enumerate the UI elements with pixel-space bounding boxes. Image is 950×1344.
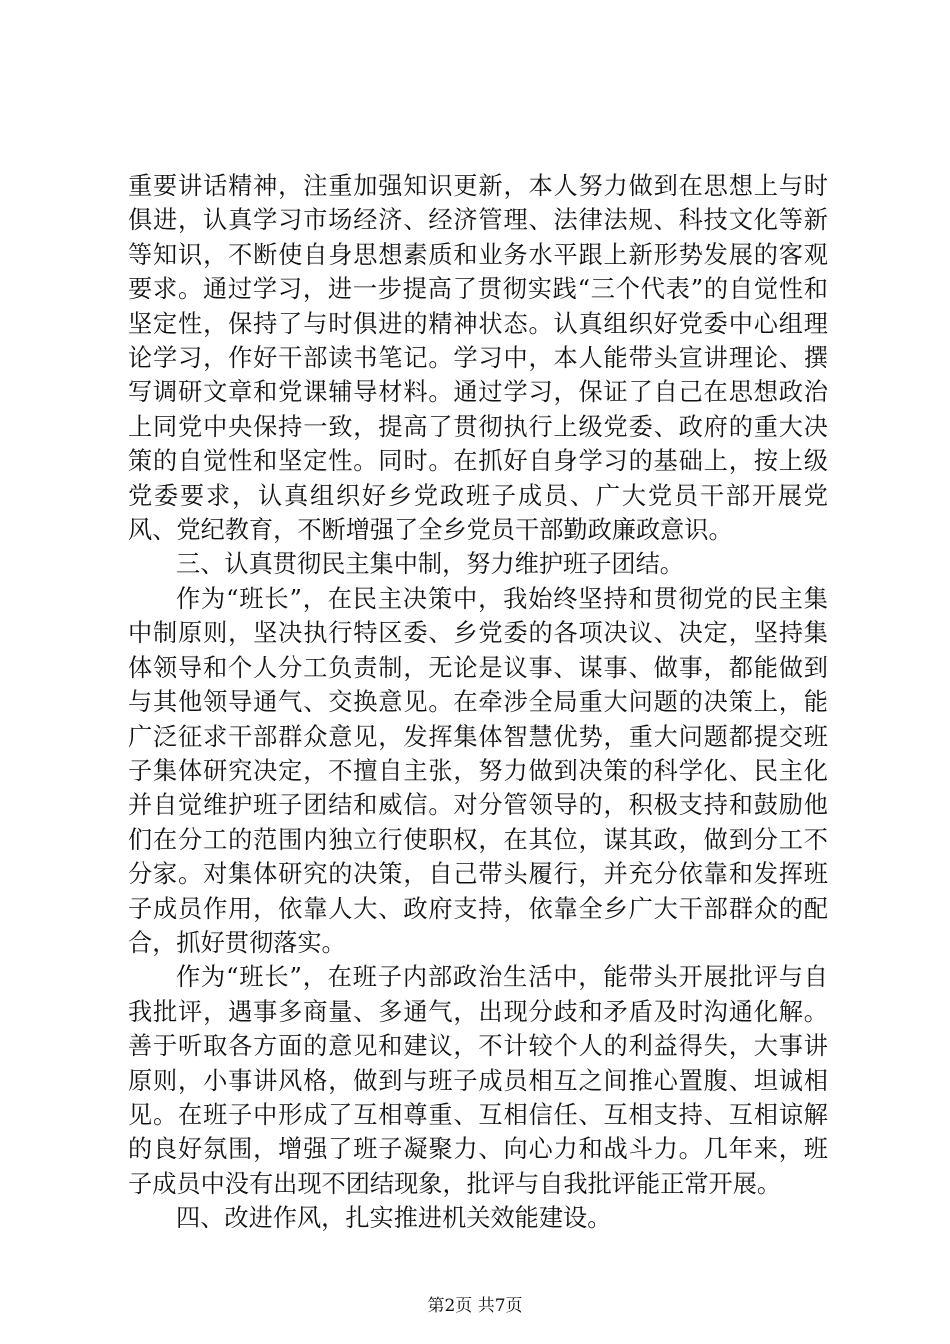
- document-body: [128, 169, 828, 1236]
- paragraph-democratic-decision: 作为“班长”，在民主决策中，我始终坚持和贯彻党的民主集中制原则，坚决执行特区委、乡党委的各项决议、决定，坚持集体领导和个人分工负责制，无论是议事、谋事、做事，都能做到与其他领导通气、交换意见。在牵涉全局重大问题的决策上，能广泛征求干部群众意见，发挥集体智慧优势，重大问题都提交班子集体研究决定，不擅自主张，努力做到决策的科学化、民主化并自觉维护班子团结和威信。对分管领导的，积极支持和鼓励他们在分工的范围内独立行使职权，在其位，谋其政，做到分工不分家。对集体研究的决策，自己带头履行，并充分依靠和发挥班子成员作用，依靠人大、政府支持，依靠全乡广大干部群众的配合，抓好贯彻落实。: [128, 584, 828, 957]
- section-heading-work-style: 四、改进作风，扎实推进机关效能建设。: [176, 1204, 612, 1233]
- page-number-footer: 第2页 共7页: [427, 1296, 523, 1316]
- paragraph-criticism: 作为“班长”，在班子内部政治生活中，能带头开展批评与自我批评，遇事多商量、多通气，出现分歧和矛盾及时沟通化解。善于听取各方面的意见和建议，不计较个人的利益得失，大事讲原则，小事讲风格，做到与班子成员相互之间推心置腹、坦诚相见。在班子中形成了互相尊重、互相信任、互相支持、互相谅解的良好氛围，增强了班子凝聚力、向心力和战斗力。几年来，班子成员中没有出现不团结现象，批评与自我批评能正常开展。: [128, 963, 828, 1198]
- paragraph-continued-study: 重要讲话精神，注重加强知识更新，本人努力做到在思想上与时俱进，认真学习市场经济、经济管理、法律法规、科技文化等新等知识，不断使自身思想素质和业务水平跟上新形势发展的客观要求。通过学习，进一步提高了贯彻实践“三个代表”的自觉性和坚定性，保持了与时俱进的精神状态。认真组织好党委中心组理论学习，作好干部读书笔记。学习中，本人能带头宣讲理论、撰写调研文章和党课辅导材料。通过学习，保证了自己在思想政治上同党中央保持一致，提高了贯彻执行上级党委、政府的重大决策的自觉性和坚定性。同时。在抓好自身学习的基础上，按上级党委要求，认真组织好乡党政班子成员、广大党员干部开展党风、党纪教育，不断增强了全乡党员干部勤政廉政意识。: [128, 172, 828, 545]
- section-heading-democratic-centralism: 三、认真贯彻民主集中制，努力维护班子团结。: [176, 550, 684, 579]
